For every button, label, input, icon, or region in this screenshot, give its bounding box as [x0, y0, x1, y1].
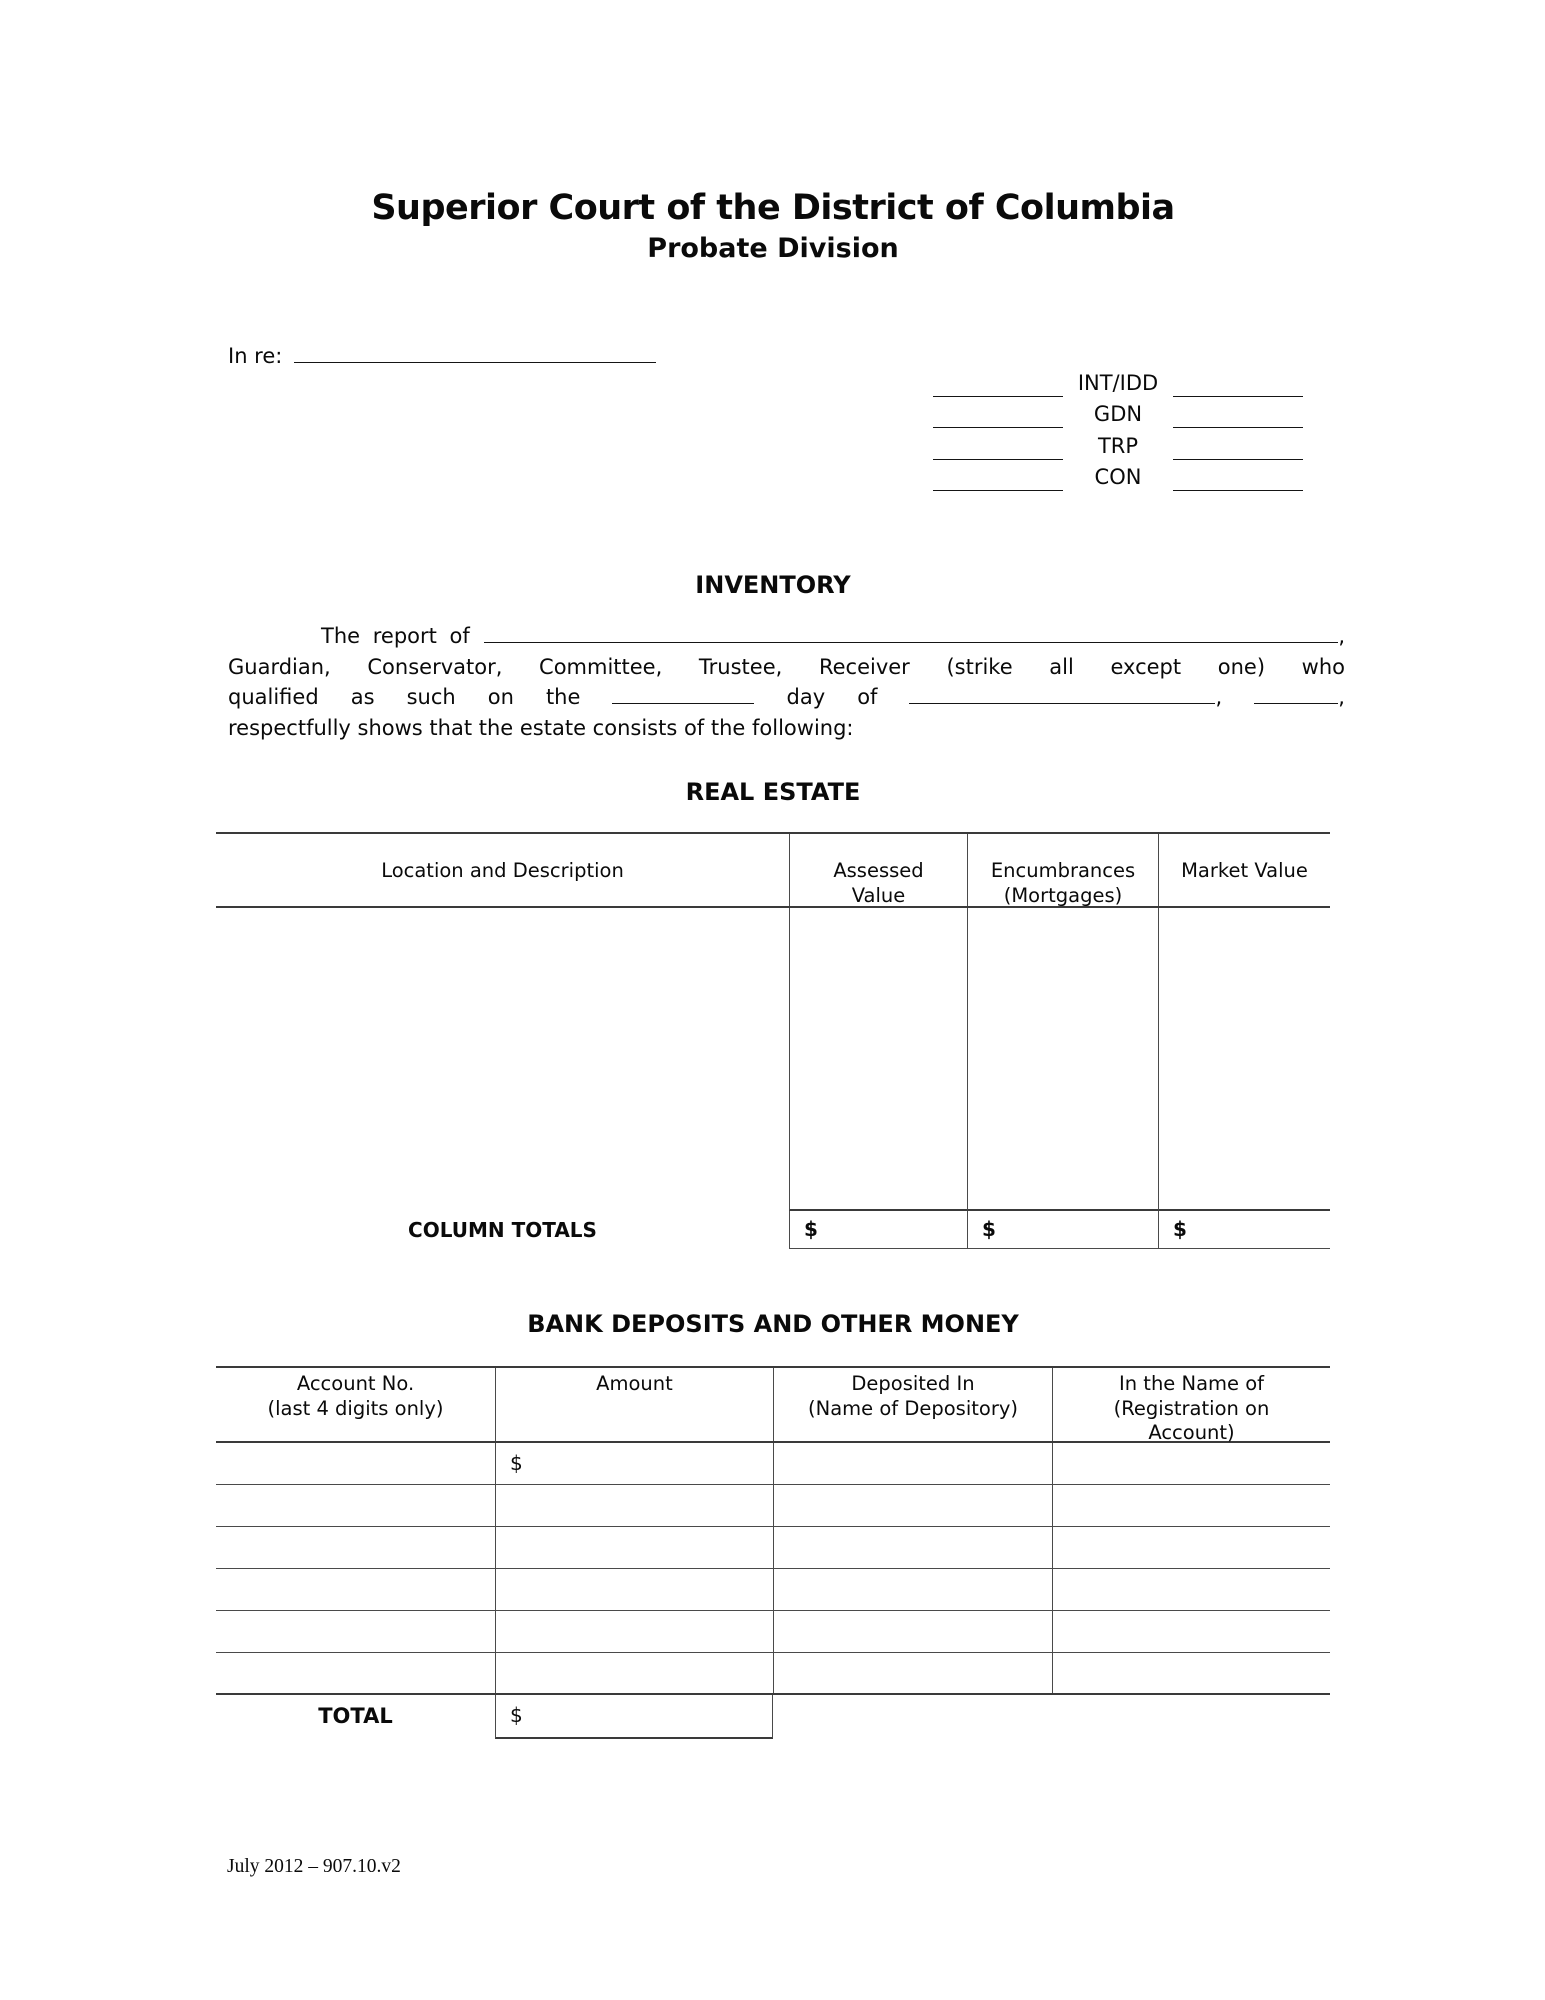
word: of [857, 685, 878, 710]
real-estate-header-row [216, 834, 1330, 908]
amount-cell[interactable] [495, 1611, 773, 1652]
real-estate-body-row [216, 908, 1330, 1211]
bank-deposits-table [216, 1366, 1330, 1739]
docket-row [933, 394, 1303, 425]
docket-type-label: CON [1094, 464, 1142, 489]
report-paragraph [228, 621, 1345, 743]
word: day [786, 685, 826, 710]
header-line: Account No. [296, 1372, 415, 1395]
column-header-encumbrances [967, 834, 1158, 906]
registration-cell[interactable] [1052, 1527, 1330, 1568]
header-line: Location and Description [381, 859, 624, 882]
header-line: In the Name of [1118, 1372, 1265, 1395]
docket-type-block [933, 363, 1303, 488]
docket-row [933, 363, 1303, 394]
depository-cell[interactable] [773, 1443, 1052, 1484]
word: qualified [228, 685, 319, 710]
bank-amount-total-cell[interactable]: $ [495, 1695, 773, 1739]
column-header-account-no [216, 1368, 495, 1441]
docket-number-blank-field[interactable] [933, 427, 1063, 428]
docket-type-label: INT/IDD [1077, 371, 1159, 396]
header-line: Amount [596, 1372, 673, 1395]
in-re-blank-field[interactable] [294, 362, 656, 363]
division-subtitle: Probate Division [647, 233, 899, 264]
comma-text: , [1338, 685, 1345, 710]
docket-number-blank-field[interactable] [933, 396, 1063, 397]
docket-number-blank-field[interactable] [1173, 459, 1303, 460]
paragraph-line-4: respectfully shows that the estate consists of the following: [228, 715, 854, 740]
word: on [487, 685, 514, 710]
column-header-location [216, 834, 789, 906]
account-no-cell[interactable] [216, 1611, 495, 1652]
in-re-label: In re: [228, 344, 283, 368]
year-blank-group [1254, 682, 1345, 713]
bank-total-label: TOTAL [318, 1703, 393, 1728]
header-line: (Registration on [1113, 1396, 1270, 1420]
inventory-heading: INVENTORY [695, 571, 851, 599]
account-no-cell[interactable] [216, 1653, 495, 1693]
bank-data-row [216, 1569, 1330, 1611]
account-no-cell[interactable] [216, 1443, 495, 1484]
bank-data-row [216, 1653, 1330, 1695]
depository-cell[interactable] [773, 1527, 1052, 1568]
column-header-amount [495, 1368, 773, 1441]
court-title: Superior Court of the District of Columbia [371, 188, 1175, 228]
amount-cell[interactable] [495, 1527, 773, 1568]
bank-header-row [216, 1368, 1330, 1443]
empty-cell [1052, 1695, 1330, 1739]
registration-cell[interactable] [1052, 1653, 1330, 1693]
bank-data-row [216, 1485, 1330, 1527]
assessed-value-cell[interactable] [789, 908, 967, 1211]
qualification-month-blank-field[interactable] [909, 703, 1215, 704]
in-re-row [228, 342, 656, 370]
bank-data-row [216, 1611, 1330, 1653]
registration-cell[interactable] [1052, 1485, 1330, 1526]
header-line: Market Value [1181, 859, 1308, 882]
bank-data-row [216, 1527, 1330, 1569]
month-blank-group [909, 682, 1222, 713]
account-no-cell[interactable] [216, 1569, 495, 1610]
docket-number-blank-field[interactable] [933, 490, 1063, 491]
assessed-total-cell[interactable]: $ [789, 1211, 967, 1249]
bank-data-row [216, 1443, 1330, 1485]
location-description-cell[interactable] [216, 908, 789, 1211]
account-no-cell[interactable] [216, 1527, 495, 1568]
depository-cell[interactable] [773, 1569, 1052, 1610]
registration-cell[interactable] [1052, 1611, 1330, 1652]
registration-cell[interactable] [1052, 1569, 1330, 1610]
amount-cell[interactable] [495, 1653, 773, 1693]
bank-total-row [216, 1695, 1330, 1739]
comma-text: , [1215, 685, 1223, 710]
amount-cell[interactable] [495, 1485, 773, 1526]
real-estate-table [216, 832, 1330, 1249]
header-line: Assessed [833, 859, 924, 882]
registration-cell[interactable] [1052, 1443, 1330, 1484]
header-line: Deposited In [851, 1372, 975, 1395]
header-line: Account) [1148, 1421, 1235, 1444]
real-estate-totals-row [216, 1211, 1330, 1249]
encumbrances-total-cell[interactable]: $ [967, 1211, 1158, 1249]
depository-cell[interactable] [773, 1611, 1052, 1652]
paragraph-line-1 [228, 621, 1345, 652]
word: as [350, 685, 375, 710]
docket-type-label: TRP [1097, 433, 1139, 458]
market-value-total-cell[interactable]: $ [1158, 1211, 1330, 1249]
paragraph-line-2: Guardian, Conservator, Committee, Trustee, Receiver (strike all except one) who [228, 654, 1345, 679]
column-header-assessed-value [789, 834, 967, 906]
bank-deposits-heading: BANK DEPOSITS AND OTHER MONEY [527, 1310, 1019, 1338]
comma-text: , [1338, 624, 1345, 648]
word: the [545, 685, 581, 710]
header-line: (Name of Depository) [808, 1396, 1018, 1420]
column-header-in-the-name-of [1052, 1368, 1330, 1444]
column-totals-label: COLUMN TOTALS [408, 1218, 597, 1242]
docket-number-blank-field[interactable] [1173, 427, 1303, 428]
report-of-text: The report of [321, 624, 470, 648]
account-no-cell[interactable] [216, 1485, 495, 1526]
encumbrances-cell[interactable] [967, 908, 1158, 1211]
empty-cell [773, 1695, 1052, 1739]
word: such [406, 685, 456, 710]
column-header-market-value [1158, 834, 1330, 906]
depository-cell[interactable] [773, 1653, 1052, 1693]
fiduciary-name-blank-field[interactable] [484, 642, 1339, 643]
docket-number-blank-field[interactable] [933, 459, 1063, 460]
amount-cell[interactable]: $ [495, 1443, 773, 1484]
amount-cell[interactable] [495, 1569, 773, 1610]
docket-number-blank-field[interactable] [1173, 490, 1303, 491]
qualification-year-blank-field[interactable] [1254, 703, 1338, 704]
form-version-footer: July 2012 – 907.10.v2 [227, 1856, 401, 1877]
market-value-cell[interactable] [1158, 908, 1330, 1211]
header-line: (Mortgages) [1003, 883, 1123, 907]
header-line: (last 4 digits only) [267, 1396, 444, 1420]
real-estate-heading: REAL ESTATE [685, 778, 861, 806]
header-line: Encumbrances [990, 859, 1136, 882]
docket-row [933, 457, 1303, 488]
docket-type-label: GDN [1093, 402, 1143, 427]
depository-cell[interactable] [773, 1485, 1052, 1526]
docket-number-blank-field[interactable] [1173, 396, 1303, 397]
header-line: Value [851, 883, 906, 907]
qualification-day-blank-field[interactable] [612, 703, 754, 704]
column-header-deposited-in [773, 1368, 1052, 1441]
paragraph-line-3 [228, 682, 1345, 713]
docket-row [933, 425, 1303, 456]
